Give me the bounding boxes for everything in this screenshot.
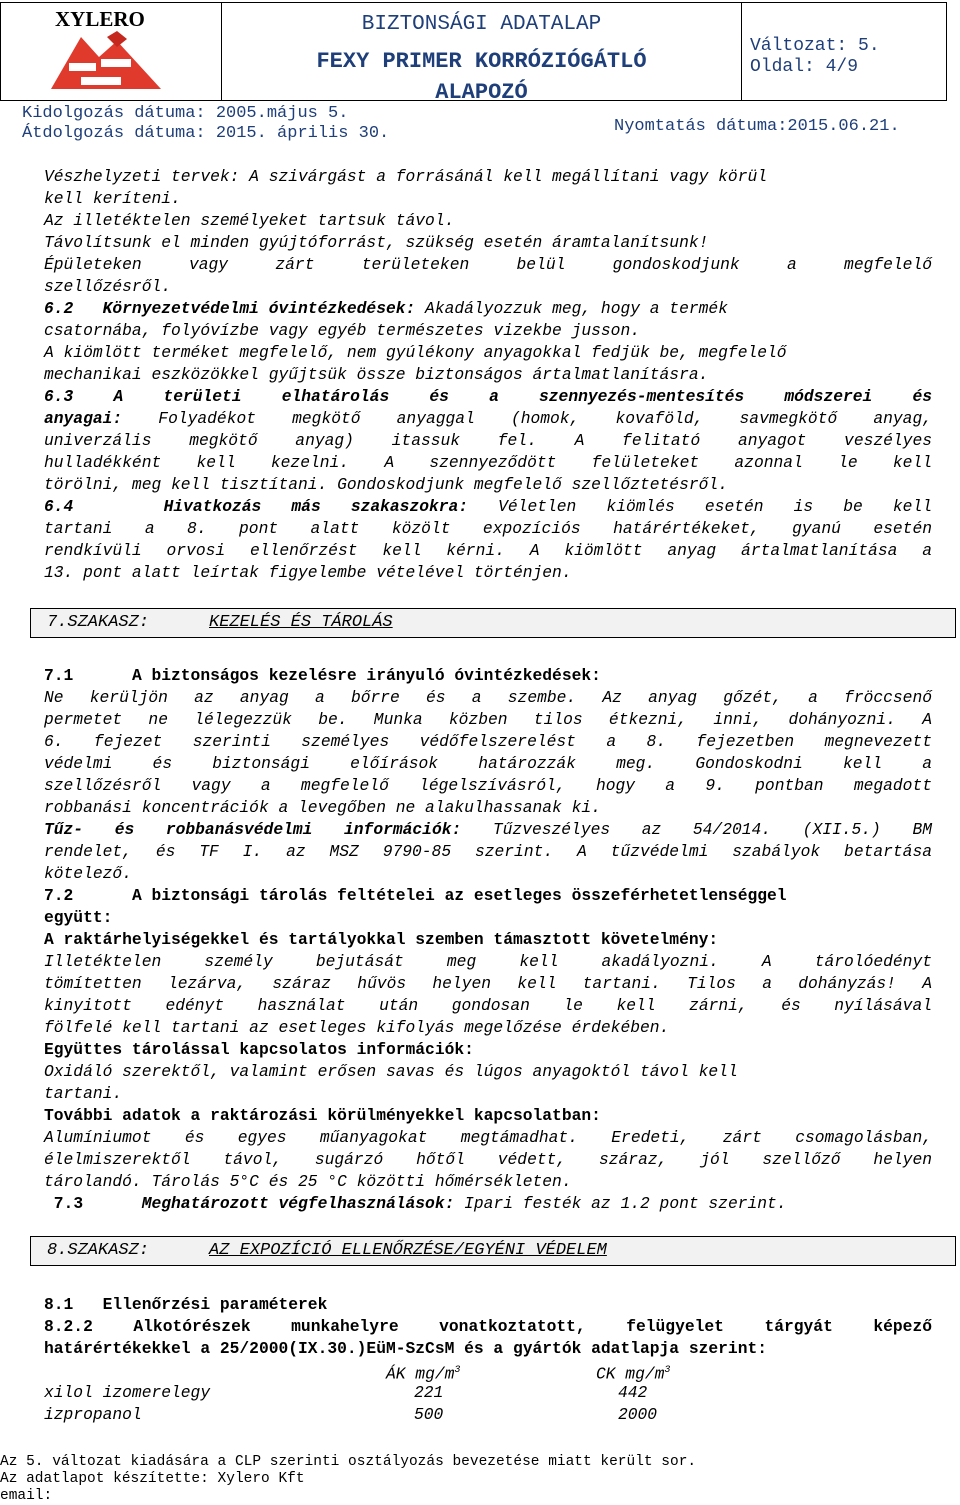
section-box-number: 8.SZAKASZ:: [47, 1241, 150, 1260]
text-line: mechanikai eszközökkel gyűjtsük össze biztonságos ártalmatlanításra.: [44, 365, 709, 384]
emergency-plans: [44, 166, 932, 298]
section-number: 7.2: [44, 886, 74, 905]
title-cell: [222, 3, 742, 105]
section-title: A biztonsági tárolás feltételei az esetleges összeférhetetlenséggel: [131, 886, 787, 905]
section-title: határértékekkel a 25/2000(IX.30.)EüM-SzCsM és a gyártók adatlapja szerint:: [44, 1339, 768, 1358]
table-header: [44, 1360, 932, 1382]
section-title: 8.1 Ellenőrzési paraméterek: [44, 1295, 328, 1314]
column-header-ck-label: CK mg/m: [596, 1364, 665, 1384]
section-box-title: KEZELÉS ÉS TÁROLÁS: [209, 613, 393, 632]
text-line: szellőzésről vagy a megfelelő légelszívásról, hogy a 9. pontban megadott: [44, 776, 932, 795]
substance-name: izpropanol: [44, 1405, 142, 1424]
section-number: 6.4: [44, 497, 74, 516]
product-name-line2: ALAPOZÓ: [435, 80, 528, 105]
section-box-title: AZ EXPOZÍCIÓ ELLENŐRZÉSE/EGYÉNI VÉDELEM: [209, 1241, 607, 1260]
footer-line: Az 5. változat kiadására a CLP szerinti osztályozás bevezetése miatt került sor.: [0, 1454, 697, 1470]
section-title: Hivatkozás más szakaszokra:: [163, 497, 469, 516]
text-line: Vészhelyzeti tervek: A szivárgást a forrásánál kell megállítani vagy körül: [44, 167, 768, 186]
logo-cell: [1, 3, 222, 100]
superscript: 3: [454, 1365, 461, 1376]
section-6-4: [44, 496, 932, 584]
text-line: A kiömlött terméket megfelelő, nem gyúlékony anyagokkal fedjük be, megfelelő: [44, 343, 787, 362]
subsection-title: További adatok a raktározási körülményekkel kapcsolatban:: [44, 1106, 601, 1125]
subsection-title: Együttes tárolással kapcsolatos információk:: [44, 1040, 474, 1059]
text-line: univerzális megkötő anyag) itassuk fel. A felitató anyagot veszélyes: [44, 431, 932, 450]
version-label: Változat: 5.: [750, 36, 880, 56]
column-header-ak-label: ÁK mg/m: [386, 1364, 455, 1384]
footer-line: Az adatlapot készítette: Xylero Kft: [0, 1471, 305, 1487]
created-date: Kidolgozás dátuma: 2005.május 5.: [22, 104, 349, 123]
brand-name: XYLERO: [55, 7, 145, 31]
section-6-2: [44, 298, 932, 386]
text-line: Tűzveszélyes az 54/2014. (XII.5.) BM: [461, 820, 932, 839]
section-title: Környezetvédelmi óvintézkedések:: [102, 299, 416, 318]
text-line: élelmiszerektől távol, sugárzó hőtől védett, száraz, jól szellőző helyen: [44, 1150, 932, 1169]
text-line: 6. fejezet szerinti személyes védőfelszerelést a 8. fejezetben megnevezett: [44, 732, 932, 751]
ck-value: 2000: [618, 1405, 658, 1424]
text-line: Illetéktelen személy bejutását meg kell akadályozni. A tárolóedényt: [44, 952, 932, 971]
document-type: BIZTONSÁGI ADATALAP: [361, 13, 602, 36]
print-date: Nyomtatás dátuma:2015.06.21.: [614, 117, 900, 136]
section-8-header: [30, 1236, 956, 1266]
section-title: együtt:: [44, 908, 113, 927]
section-title: A területi elhatárolás és a szennyezés-mentesítés módszerei és: [113, 387, 932, 406]
substance-name: xilol izomerelegy: [44, 1383, 211, 1402]
section-8-1: [44, 1294, 932, 1360]
text-line: fölfelé kell tartani az esetleges kifolyás megelőzése érdekében.: [44, 1018, 670, 1037]
section-title: 8.2.2 Alkotórészek munkahelyre vonatkoztatott, felügyelet tárgyát képező: [44, 1317, 932, 1336]
text-line: Ne kerüljön az anyag a bőrre és a szembe. Az anyag gőzét, a fröccsenő: [44, 688, 932, 707]
version-cell: [742, 3, 946, 100]
text-line: permetet ne lélegezzük be. Munka közben tilos étkezni, inni, dohányozni. A: [44, 710, 932, 729]
revised-date: Átdolgozás dátuma: 2015. április 30.: [22, 124, 390, 143]
xylero-logo-icon: [41, 29, 171, 99]
table-row: [44, 1404, 932, 1426]
ak-value: 221: [414, 1383, 444, 1402]
text-line: Épületeken vagy zárt területeken belül gondoskodjunk a megfelelő: [44, 255, 932, 274]
section-box-number: 7.SZAKASZ:: [47, 613, 150, 632]
section-number: 7.3: [53, 1194, 84, 1213]
text-line: kötelező.: [44, 864, 132, 883]
text-line: csatornába, folyóvízbe vagy egyéb természetes vizekbe jusson.: [44, 321, 640, 340]
text-line: védelmi és biztonsági előírások határozzák meg. Gondoskodni kell a: [44, 754, 932, 773]
text-line: 13. pont alatt leírtak figyelembe vételével történjen.: [44, 563, 572, 582]
section-number: 6.3: [44, 387, 74, 406]
exposure-limits-table: [44, 1360, 932, 1426]
text-line: tartani a 8. pont alatt közölt expozíciós határértékeket, gyanú esetén: [44, 519, 932, 538]
text-line: Távolítsunk el minden gyújtóforrást, szükség esetén áramtalanítsunk!: [44, 233, 709, 252]
section-6-3: [44, 386, 932, 496]
version-info: [750, 36, 880, 78]
superscript: 3: [664, 1365, 671, 1376]
document-dates: [22, 104, 389, 144]
text-line: szellőzésről.: [44, 277, 172, 296]
page-number: Oldal: 4/9: [750, 57, 859, 77]
product-name-line1: FEXY PRIMER KORRÓZIÓGÁTLÓ: [316, 49, 647, 74]
text-line: kinyitott edényt használat után gondosan le kell zárni, és nyílásával: [44, 996, 932, 1015]
table-row: [44, 1382, 932, 1404]
text-line: kell keríteni.: [44, 189, 181, 208]
text-line: Folyadékot megkötő anyaggal (homok, kovaföld, savmegkötő anyag,: [122, 409, 932, 428]
product-name: [222, 46, 741, 108]
subsection-title: A raktárhelyiségekkel és tartályokkal szemben támasztott követelmény:: [44, 930, 719, 949]
text-line: rendelet, és TF I. az MSZ 9790-85 szerint. A tűzvédelmi szabályok betartása: [44, 842, 932, 861]
page-footer: [0, 1454, 696, 1505]
document-header: [0, 2, 947, 105]
section-number: 6.2: [44, 299, 74, 318]
text-line: Akadályozzuk meg, hogy a termék: [415, 299, 728, 318]
text-line: Oxidáló szerektől, valamint erősen savas és lúgos anyagoktól távol kell: [44, 1062, 738, 1081]
text-line: törölni, meg kell tisztítani. Gondoskodjunk megfelelő szellőztetésről.: [44, 475, 728, 494]
text-line: Ipari festék az 1.2 pont szerint.: [454, 1194, 787, 1213]
section-7-1: [44, 665, 932, 1215]
text-line: tartani.: [44, 1084, 123, 1103]
ck-value: 442: [618, 1383, 648, 1402]
text-line: tömítetten lezárva, száraz hűvös helyen kell tartani. Tilos a dohányzás! A: [44, 974, 932, 993]
section-title: A biztonságos kezelésre irányuló óvintézkedések:: [131, 666, 601, 685]
text-line: Az illetéktelen személyeket tartsuk távol.: [44, 211, 455, 230]
section-number: 7.1: [44, 666, 74, 685]
section-7-header: [30, 608, 956, 638]
text-line: Véletlen kiömlés esetén is be kell: [468, 497, 932, 516]
text-line: rendkívüli orvosi ellenőrzést kell kérni. A kiömlött anyag ártalmatlanítása a: [44, 541, 932, 560]
text-line: tárolandó. Tárolás 5°C és 25 °C közötti hőmérsékleten.: [44, 1172, 572, 1191]
ak-value: 500: [414, 1405, 444, 1424]
text-line: robbanási koncentrációk a levegőben ne alakulhassanak ki.: [44, 798, 601, 817]
section-title: anyagai:: [44, 409, 123, 428]
text-line: Alumíniumot és egyes műanyagokat megtámadhat. Eredeti, zárt csomagolásban,: [44, 1128, 932, 1147]
fire-protection-title: Tűz- és robbanásvédelmi információk:: [44, 820, 462, 839]
section-title: Meghatározott végfelhasználások:: [141, 1194, 455, 1213]
footer-line: email:: [0, 1488, 53, 1504]
text-line: hulladékként kell kezelni. A szennyeződött felületeket azonnal le kell: [44, 453, 932, 472]
